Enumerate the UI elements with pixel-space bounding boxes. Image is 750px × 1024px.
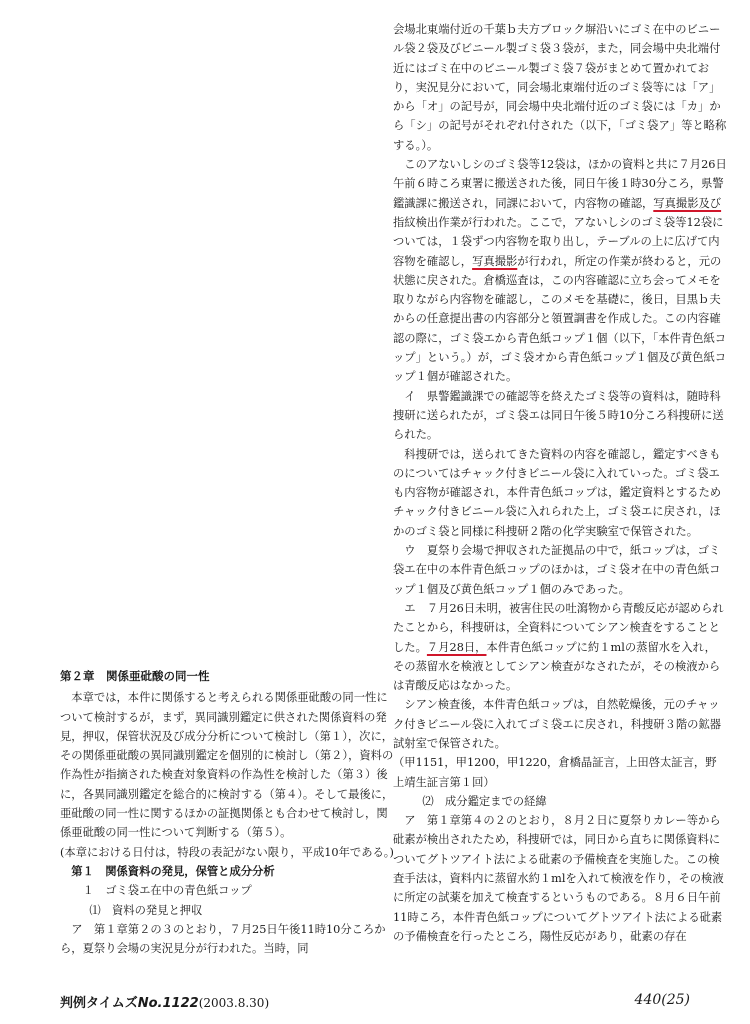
journal-name: 判例タイムズ	[60, 996, 138, 1011]
paragraph-continued: 会場北東端付近の千葉ｂ夫方ブロック塀沿いにゴミ在中のビニール袋２袋及びビニール製ゴミ袋３袋が，また，同会場中央北端付近にはゴミ在中のビニール製ゴミ袋７袋がまとめて置かれており，実況見分において，同会場北東端付近のゴミ袋等には「ア」から「オ」の記号が，同会場中央北端付近のゴミ袋には「カ」から「シ」の記号がそれぞれ付された（以下，「ゴミ袋ア」等と略称する。）。	[393, 23, 727, 152]
paragraph-e	[393, 599, 727, 695]
journal-issue: No.1122	[137, 996, 199, 1011]
paragraph-garbage-bags	[393, 155, 727, 387]
section-heading: 第１ 関係資料の発見，保管と成分分析	[71, 864, 275, 878]
item-heading-2: ⑵ 成分鑑定までの経緯	[422, 794, 547, 808]
text-run: エ ７月26日未明，被害住民の吐瀉物から青酸反応が認められたことから，科捜研は，全資料についてシアン検査をすることとした。	[393, 601, 724, 654]
paragraph-start: ア 第１章第２の３のとおり，７月25日午後11時10分ころから，夏祭り会場の実況見分が行われた。当時，同	[60, 922, 386, 956]
footer-journal	[60, 992, 269, 1011]
paragraph-a: ア 第１章第４の２のとおり，８月２日に夏祭りカレー等から砒素が検出されたため，科捜研では，同日から直ちに関係資料についてグトツアイト法による砒素の予備検査を実施した。この検査手法は，資料内に蒸留水約１mlを入れて検液を作り，その検液に所定の試薬を加えて検査するというものである。８月６日午前11時ころ，本件青色紙コップについてグトツアイト法による砒素の予備検査を行ったところ，陽性反応があり，砒素の存在	[393, 814, 724, 943]
text-run: が行われ，所定の作業が終わると，元の状態に戻された。倉橋巡査は，この内容確認に立ち会ってメモを取りながら内容物を確認し，このメモを基礎に，後日，目黒ｂ夫からの任意提出書の内容部分と領置調書を作成した。この内容確認の際に，ゴミ袋エから青色紙コップ１個（以下，「本件青色紙コップ」という。）が，ゴミ袋オから青色紙コップ１個及び黄色紙コップ１個が確認された。	[393, 254, 727, 384]
underlined-photo-and: 写真撮影及び	[653, 196, 722, 210]
subsection-heading: １ ゴミ袋エ在中の青色紙コップ	[82, 884, 252, 898]
paragraph-u: ウ 夏祭り会場で押収された証拠品の中で，紙コップは，ゴミ袋エ在中の本件青色紙コップのほかは，ゴミ袋オ在中の青色紙コップ１個及び黄色紙コップ１個のみであった。	[393, 544, 721, 596]
text-run: 指紋検出作業が行われた。ここで，アないしシのゴミ袋等12袋については，１袋ずつ内容物を取り出し，テーブルの上に広げて内容物を確認し，	[393, 215, 724, 268]
underlined-date: ７月28日，	[426, 640, 487, 654]
journal-date: (2003.8.30)	[198, 996, 270, 1010]
text-run: 本件青色紙コップに約１mlの蒸留水を入れ，その蒸留水を検液としてシアン検査がなされたが，その検液からは青酸反応はなかった。	[393, 640, 721, 693]
chapter-heading: 第２章 関係亜砒酸の同一性	[60, 669, 210, 683]
intro-paragraph: 本章では，本件に関係すると考えられる関係亜砒酸の同一性について検討するが，まず，異同識別鑑定に供された関係資料の発見，押収，保管状況及び成分分析について検討し（第１），次に，その関係亜砒酸の異同識別鑑定を個別的に検討し（第２），資料の作為性が指摘された検査対象資料の作為性を検討した（第３）後に，各異同識別鑑定を総合的に検討する（第４）。そして最後に，亜砒酸の同一性に関するほかの証拠関係とも合わせて検討し，関係亜砒酸の同一性について判断する（第５）。	[60, 691, 394, 840]
paragraph-lab: 科捜研では，送られてきた資料の内容を確認し，鑑定すべきものについてはチャック付きビニール袋に入れていった。ゴミ袋エも内容物が確認され，本件青色紙コップは，鑑定資料とするためチャック付きビニール袋に入れられた上，ゴミ袋エに戻され，ほかのゴミ袋と同様に科捜研２階の化学実験室で保管された。	[393, 447, 722, 538]
underlined-photo: 写真撮影	[472, 254, 518, 268]
citation: （甲1151，甲1200，甲1220，倉橋晶証言，上田啓太証言，野上靖生証言第１回）	[393, 756, 717, 789]
paragraph-after-cyan: シアン検査後，本件青色紙コップは，自然乾燥後，元のチャック付きビニール袋に入れてゴミ袋エに戻され，科捜研３階の鉱器試射室で保管された。	[393, 698, 722, 750]
date-note: (本章における日付は，特段の表記がない限り，平成10年である。)	[60, 845, 394, 859]
left-column	[60, 0, 394, 958]
page-number: 440(25)	[634, 992, 690, 1008]
paragraph-i: イ 県警鑑識課での確認等を終えたゴミ袋等の資料は，随時科捜研に送られたが，ゴミ袋エは同日午後５時10分ころ科捜研に送られた。	[393, 389, 724, 442]
right-column	[393, 0, 727, 946]
text-run: このアないしシのゴミ袋等12袋は，ほかの資料と共に７月26日午前６時ころ東署に搬送された後，同日午後１時30分ころ，県警鑑識課に搬送され，同課において，内容物の確認，	[393, 158, 727, 210]
item-heading: ⑴ 資料の発見と押収	[89, 903, 203, 917]
